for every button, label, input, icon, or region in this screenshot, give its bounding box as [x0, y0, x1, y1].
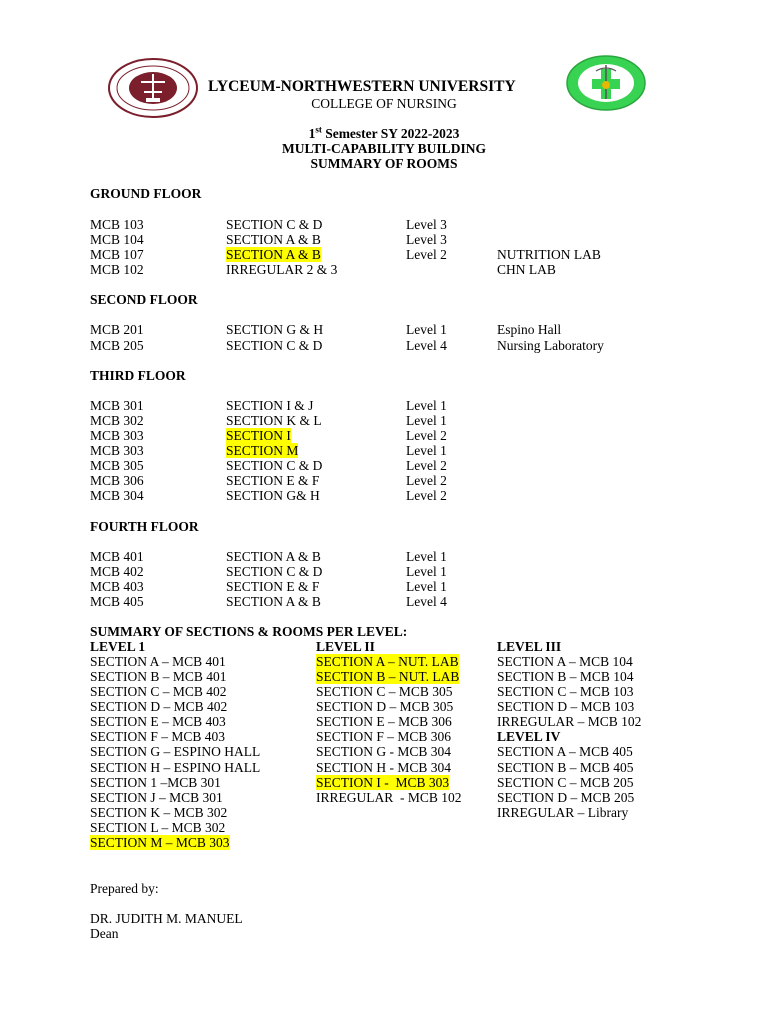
room-number: MCB 104 [90, 232, 144, 247]
section-name: SECTION G & H [226, 322, 324, 337]
summary-title: SUMMARY OF SECTIONS & ROOMS PER LEVEL: [90, 624, 408, 639]
level-label: Level 4 [406, 594, 447, 609]
summary-entry: SECTION B – MCB 405 [497, 760, 634, 775]
room-note: NUTRITION LAB [497, 247, 601, 262]
room-number: MCB 205 [90, 338, 144, 353]
room-number: MCB 302 [90, 413, 144, 428]
level-heading: LEVEL II [316, 639, 375, 654]
university-name: LYCEUM-NORTHWESTERN UNIVERSITY [208, 78, 516, 95]
level-label: Level 1 [406, 579, 447, 594]
summary-entry: SECTION E – MCB 306 [316, 714, 452, 729]
room-number: MCB 301 [90, 398, 144, 413]
summary-entry: IRREGULAR - MCB 102 [316, 790, 462, 805]
room-number: MCB 305 [90, 458, 144, 473]
summary-entry: IRREGULAR – Library [497, 805, 629, 820]
summary-entry: SECTION F – MCB 403 [90, 729, 226, 744]
room-note: Nursing Laboratory [497, 338, 604, 353]
room-number: MCB 103 [90, 217, 144, 232]
level-heading: LEVEL IV [497, 729, 561, 744]
section-name: SECTION C & D [226, 564, 323, 579]
summary-entry: SECTION B – MCB 104 [497, 669, 634, 684]
semester-line: 1st Semester SY 2022-2023 [308, 124, 460, 141]
floor-title: FOURTH FLOOR [90, 519, 199, 534]
section-name: SECTION A & B [226, 232, 321, 247]
room-number: MCB 405 [90, 594, 144, 609]
summary-entry-highlighted: SECTION I - MCB 303 [316, 775, 450, 790]
summary-entry: SECTION H - MCB 304 [316, 760, 452, 775]
level-label: Level 2 [406, 247, 447, 262]
section-name: SECTION I & J [226, 398, 314, 413]
summary-entry: SECTION F – MCB 306 [316, 729, 452, 744]
level-label: Level 1 [406, 322, 447, 337]
section-name-highlighted: SECTION M [226, 443, 299, 458]
summary-entry: SECTION H – ESPINO HALL [90, 760, 261, 775]
section-name: IRREGULAR 2 & 3 [226, 262, 338, 277]
level-label: Level 3 [406, 217, 447, 232]
room-number: MCB 306 [90, 473, 144, 488]
room-number: MCB 303 [90, 443, 144, 458]
summary-entry: SECTION A – MCB 104 [497, 654, 633, 669]
summary-entry: SECTION B – MCB 401 [90, 669, 227, 684]
room-number: MCB 403 [90, 579, 144, 594]
college-name: COLLEGE OF NURSING [311, 96, 457, 111]
summary-entry: IRREGULAR – MCB 102 [497, 714, 642, 729]
room-note: CHN LAB [497, 262, 556, 277]
summary-entry: SECTION D – MCB 103 [497, 699, 635, 714]
level-label: Level 2 [406, 458, 447, 473]
level-label: Level 4 [406, 338, 447, 353]
room-number: MCB 102 [90, 262, 144, 277]
summary-entry: SECTION L – MCB 302 [90, 820, 226, 835]
section-name: SECTION C & D [226, 338, 323, 353]
summary-entry: SECTION G - MCB 304 [316, 744, 452, 759]
level-heading: LEVEL III [497, 639, 562, 654]
room-number: MCB 402 [90, 564, 144, 579]
room-number: MCB 304 [90, 488, 144, 503]
section-name: SECTION G& H [226, 488, 320, 503]
summary-entry: SECTION C – MCB 205 [497, 775, 634, 790]
summary-entry-highlighted: SECTION M – MCB 303 [90, 835, 230, 850]
section-name-highlighted: SECTION I [226, 428, 291, 443]
summary-entry-highlighted: SECTION B – NUT. LAB [316, 669, 460, 684]
summary-entry: SECTION J – MCB 301 [90, 790, 223, 805]
room-number: MCB 303 [90, 428, 144, 443]
summary-entry: SECTION 1 –MCB 301 [90, 775, 221, 790]
room-number: MCB 107 [90, 247, 144, 262]
summary-entry: SECTION D – MCB 305 [316, 699, 454, 714]
room-number: MCB 201 [90, 322, 144, 337]
level-label: Level 2 [406, 488, 447, 503]
summary-entry: SECTION D – MCB 205 [497, 790, 635, 805]
summary-entry: SECTION C – MCB 305 [316, 684, 453, 699]
summary-entry: SECTION K – MCB 302 [90, 805, 228, 820]
level-label: Level 1 [406, 443, 447, 458]
summary-entry: SECTION A – MCB 401 [90, 654, 226, 669]
level-label: Level 1 [406, 564, 447, 579]
signatory-name: DR. JUDITH M. MANUEL [90, 911, 243, 926]
section-name-highlighted: SECTION A & B [226, 247, 321, 262]
section-name: SECTION A & B [226, 594, 321, 609]
level-label: Level 1 [406, 398, 447, 413]
section-name: SECTION A & B [226, 549, 321, 564]
floor-title: GROUND FLOOR [90, 186, 202, 201]
summary-entry: SECTION E – MCB 403 [90, 714, 226, 729]
level-label: Level 3 [406, 232, 447, 247]
level-label: Level 2 [406, 473, 447, 488]
prepared-by-label: Prepared by: [90, 881, 159, 896]
section-name: SECTION E & F [226, 579, 320, 594]
summary-entry: SECTION G – ESPINO HALL [90, 744, 261, 759]
summary-of-rooms-title: SUMMARY OF ROOMS [310, 156, 458, 171]
summary-entry: SECTION C – MCB 402 [90, 684, 227, 699]
summary-entry: SECTION C – MCB 103 [497, 684, 634, 699]
signatory-position: Dean [90, 926, 119, 941]
summary-entry-highlighted: SECTION A – NUT. LAB [316, 654, 459, 669]
section-name: SECTION C & D [226, 458, 323, 473]
floor-title: SECOND FLOOR [90, 292, 198, 307]
summary-entry: SECTION D – MCB 402 [90, 699, 228, 714]
floor-title: THIRD FLOOR [90, 368, 186, 383]
room-note: Espino Hall [497, 322, 562, 337]
level-label: Level 1 [406, 549, 447, 564]
building-name: MULTI-CAPABILITY BUILDING [282, 141, 486, 156]
summary-entry: SECTION A – MCB 405 [497, 744, 633, 759]
section-name: SECTION C & D [226, 217, 323, 232]
level-label: Level 2 [406, 428, 447, 443]
level-label: Level 1 [406, 413, 447, 428]
room-number: MCB 401 [90, 549, 144, 564]
level-heading: LEVEL 1 [90, 639, 146, 654]
section-name: SECTION K & L [226, 413, 322, 428]
section-name: SECTION E & F [226, 473, 320, 488]
